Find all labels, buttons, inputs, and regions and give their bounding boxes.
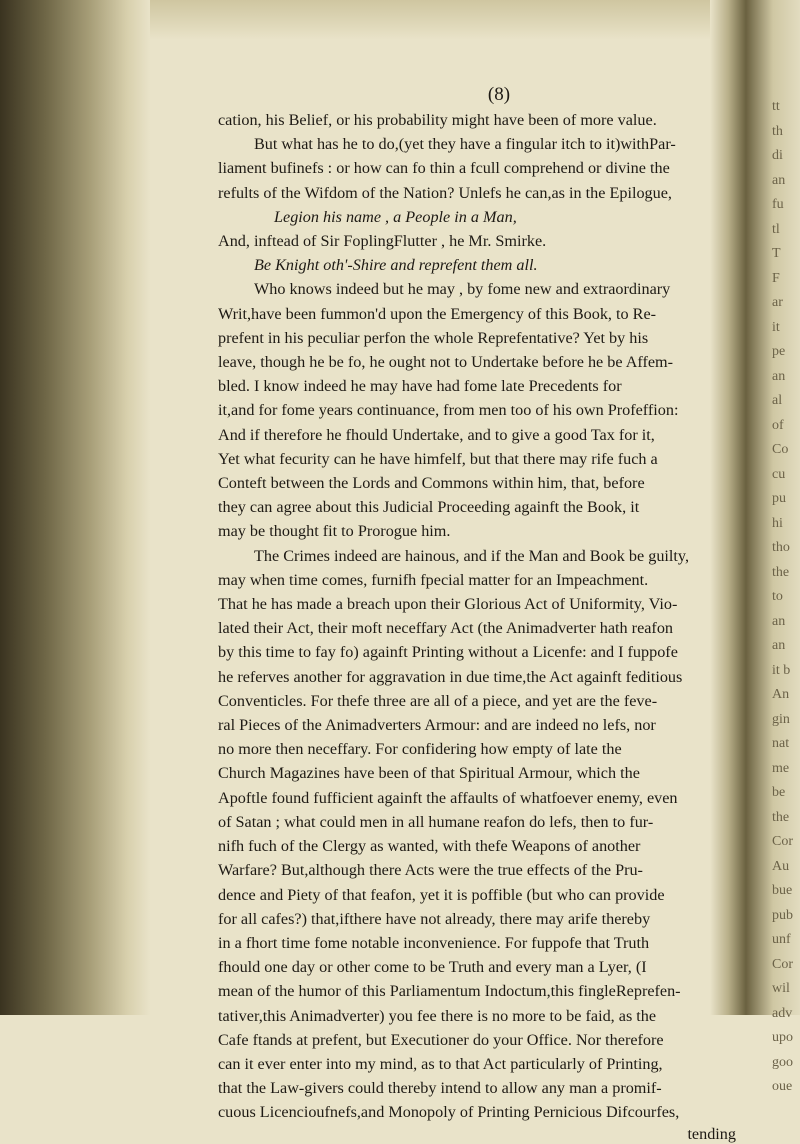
text-line: Who knows indeed but he may , by fome new and extraordinary <box>254 280 671 299</box>
facing-page-fragment: oue <box>772 1079 793 1094</box>
facing-page-fragment: An <box>772 687 790 702</box>
facing-page-fragment: wil <box>772 981 790 996</box>
facing-page-fragment: upo <box>772 1030 793 1045</box>
facing-page-fragment: an <box>772 613 786 629</box>
facing-page-fragment: the <box>772 809 790 825</box>
facing-page-edge-text <box>772 95 796 1100</box>
facing-page-fragment: adv <box>772 1005 793 1021</box>
text-line: refults of the Wifdom of the Nation? Unlefs he can,as in the Epilogue, <box>218 183 672 202</box>
text-line: cuous Licencioufnefs,and Monopoly of Printing Pernicious Difcourfes, <box>218 1103 680 1122</box>
text-line: Conventicles. For thefe three are all of a piece, and yet are the feve- <box>218 691 658 710</box>
facing-page-fragment: nat <box>772 736 790 751</box>
text-line: he referves another for aggravation in due time,the Act againft feditious <box>218 667 683 686</box>
facing-page-fragment: ar <box>772 295 783 310</box>
verse-line: And, inftead of Sir FoplingFlutter , he Mr. Smirke. <box>218 232 547 251</box>
catchword: tending <box>687 1124 736 1143</box>
text-line: Church Magazines have been of that Spiritual Armour, which the <box>218 764 640 783</box>
text-line: for all cafes?) that,ifthere have not already, there may arife thereby <box>218 909 651 928</box>
text-line: That he has made a breach upon their Glorious Act of Uniformity, Vio- <box>218 595 678 614</box>
text-line: lated their Act, their moft neceffary Act (the Animadverter hath reafon <box>218 619 674 638</box>
page-number: (8) <box>487 84 511 105</box>
facing-page-fragment: fu <box>772 197 784 212</box>
text-line: Writ,have been fummon'd upon the Emergency of this Book, to Re- <box>218 304 657 323</box>
text-line: prefent in his peculiar perfon the whole Reprefentative? Yet by his <box>218 328 649 347</box>
facing-page-fragment: goo <box>772 1054 793 1070</box>
text-line: tativer,this Animadverter) you fee there is no more to be faid, as the <box>218 1006 657 1025</box>
text-line: And if therefore he fhould Undertake, and to give a good Tax for it, <box>218 425 655 444</box>
facing-page-fragment: me <box>772 760 790 776</box>
top-paper-shadow <box>150 0 710 40</box>
text-line: ral Pieces of the Animadverters Armour: and are indeed no lefs, nor <box>218 716 656 735</box>
book-page <box>218 82 740 1143</box>
facing-page-fragment: hi <box>772 515 783 531</box>
facing-page-fragment: Co <box>772 442 789 457</box>
verse-line: Be Knight oth'-Shire and reprefent them all. <box>254 256 538 275</box>
text-line: they can agree about this Judicial Proceeding againft the Book, it <box>218 498 640 517</box>
facing-page-fragment: F <box>772 270 780 286</box>
text-line: But what has he to do,(yet they have a fingular itch to it)withPar- <box>254 135 676 154</box>
facing-page-fragment: tt <box>772 99 780 114</box>
facing-page-fragment: di <box>772 148 783 163</box>
facing-page-fragment: it b <box>772 662 791 678</box>
text-line: in a fhort time fome notable inconvenience. For fuppofe that Truth <box>218 933 650 952</box>
facing-page-fragment: Cor <box>772 834 793 849</box>
facing-page-fragment: th <box>772 123 783 139</box>
text-line: that the Law-givers could thereby intend to allow any man a promif- <box>218 1079 662 1098</box>
facing-page-fragment: tho <box>772 540 790 555</box>
facing-page-fragment: the <box>772 564 790 580</box>
facing-page-fragment: it <box>772 319 780 335</box>
page-body <box>218 108 740 1125</box>
text-line: of Satan ; what could men in all humane reafon do lefs, then to fur- <box>218 812 654 831</box>
text-line: it,and for fome years continuance, from men too of his own Profeffion: <box>218 401 679 420</box>
text-line: The Crimes indeed are hainous, and if the Man and Book be guilty, <box>254 546 690 565</box>
text-line: fhould one day or other come to be Truth and every man a Lyer, (I <box>218 958 647 977</box>
text-line: Cafe ftands at prefent, but Executioner do your Office. Nor therefore <box>218 1030 664 1049</box>
text-line: Yet what fecurity can he have himfelf, but that there may rife fuch a <box>218 449 658 468</box>
facing-page-fragment: be <box>772 785 786 800</box>
facing-page-fragment: cu <box>772 466 786 482</box>
text-line: may be thought fit to Prorogue him. <box>218 522 451 541</box>
facing-page-fragment: pu <box>772 491 786 506</box>
verse-line: Legion his name , a People in a Man, <box>274 207 517 226</box>
facing-page-fragment: Cor <box>772 956 793 972</box>
text-line: nifh fuch of the Clergy as wanted, with thefe Weapons of another <box>218 837 641 856</box>
text-line: leave, though he be fo, he ought not to Undertake before he be Affem- <box>218 353 674 372</box>
text-line: may when time comes, furnifh fpecial matter for an Impeachment. <box>218 570 649 589</box>
facing-page-fragment: of <box>772 417 784 433</box>
facing-page-fragment: an <box>772 172 786 188</box>
facing-page-fragment: tl <box>772 221 780 237</box>
text-line: bled. I know indeed he may have had fome late Precedents for <box>218 377 622 396</box>
text-line: Conteft between the Lords and Commons within him, that, before <box>218 474 645 493</box>
facing-page-fragment: pe <box>772 344 786 359</box>
facing-page-fragment: an <box>772 638 786 653</box>
facing-page-fragment: al <box>772 393 783 408</box>
text-line: cation, his Belief, or his probability might have been of more value. <box>218 111 657 129</box>
text-line: dence and Piety of that feafon, yet it is poffible (but who can provide <box>218 885 665 904</box>
text-line: no more then neceffary. For confidering how empty of late the <box>218 740 622 759</box>
facing-page-fragment: T <box>772 246 781 261</box>
text-line: liament bufinefs : or how can fo thin a fcull comprehend or divine the <box>218 159 670 178</box>
facing-page-fragment: an <box>772 368 786 384</box>
text-line: by this time to fay fo) againft Printing without a Licenfe: and I fuppofe <box>218 643 678 662</box>
facing-page-fragment: Au <box>772 858 790 874</box>
facing-page-fragment: pub <box>772 907 793 923</box>
facing-page-fragment: unf <box>772 932 791 947</box>
text-line: mean of the humor of this Parliamentum Indoctum,this fingleReprefen- <box>218 982 681 1001</box>
facing-page-fragment: bue <box>772 883 793 898</box>
text-line: can it ever enter into my mind, as to that Act particularly of Printing, <box>218 1054 663 1073</box>
left-page-gutter <box>0 0 150 1015</box>
text-line: Apoftle found fufficient againft the affaults of whatfoever enemy, even <box>218 788 678 807</box>
text-line: Warfare? But,although there Acts were the true effects of the Pru- <box>218 861 643 880</box>
facing-page-fragment: gin <box>772 711 790 727</box>
facing-page-fragment: to <box>772 589 783 604</box>
